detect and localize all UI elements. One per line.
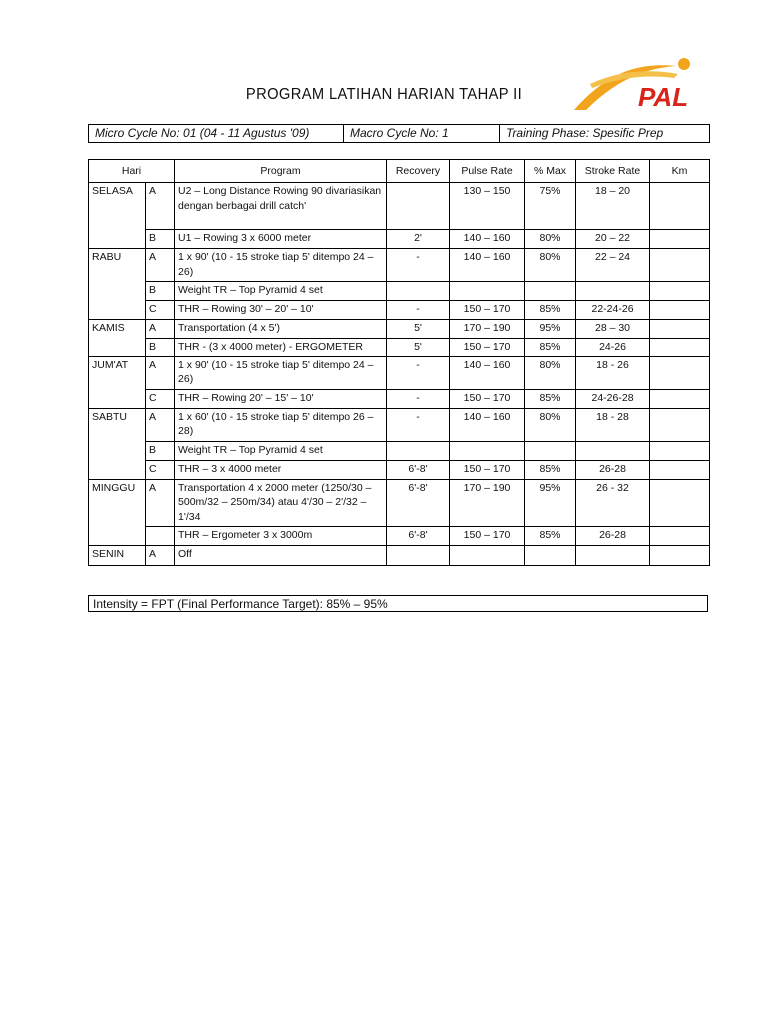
table-row [89, 441, 710, 460]
table-row [89, 301, 710, 320]
pulse-rate-value: 130 – 150 [450, 183, 525, 230]
day-name: SENIN [89, 545, 146, 565]
table-header-row [89, 160, 710, 183]
pulse-rate-value: 140 – 160 [450, 408, 525, 441]
km-value [650, 408, 710, 441]
recovery-value: 5' [387, 320, 450, 339]
session-code: C [146, 460, 175, 479]
session-code: B [146, 441, 175, 460]
pulse-rate-value [450, 545, 525, 565]
program-text: Weight TR – Top Pyramid 4 set [175, 441, 387, 460]
max-percent-value: 80% [525, 356, 576, 389]
pulse-rate-value: 150 – 170 [450, 460, 525, 479]
km-value [650, 356, 710, 389]
stroke-rate-value: 24-26-28 [576, 389, 650, 408]
program-text: 1 x 60' (10 - 15 stroke tiap 5' ditempo 26 – 28) [175, 408, 387, 441]
table-row [89, 389, 710, 408]
recovery-value: 6'-8' [387, 526, 450, 545]
session-code: C [146, 301, 175, 320]
pulse-rate-value [450, 441, 525, 460]
program-text: Off [175, 545, 387, 565]
stroke-rate-value [576, 545, 650, 565]
stroke-rate-value: 22 – 24 [576, 249, 650, 282]
table-row [89, 183, 710, 230]
stroke-rate-value: 20 – 22 [576, 230, 650, 249]
micro-cycle: Micro Cycle No: 01 (04 - 11 Agustus '09) [89, 125, 344, 142]
program-text: THR – 3 x 4000 meter [175, 460, 387, 479]
max-percent-value: 80% [525, 249, 576, 282]
stroke-rate-value: 18 - 28 [576, 408, 650, 441]
session-code: A [146, 320, 175, 339]
pal-logo [566, 54, 716, 116]
program-text: U1 – Rowing 3 x 6000 meter [175, 230, 387, 249]
km-value [650, 389, 710, 408]
session-code: B [146, 282, 175, 301]
table-row [89, 230, 710, 249]
max-percent-value: 85% [525, 301, 576, 320]
session-code [146, 526, 175, 545]
max-percent-value: 85% [525, 460, 576, 479]
session-code: A [146, 545, 175, 565]
pulse-rate-value: 150 – 170 [450, 526, 525, 545]
max-percent-value: 85% [525, 389, 576, 408]
table-row [89, 526, 710, 545]
km-value [650, 301, 710, 320]
cycle-info-bar [88, 124, 710, 143]
recovery-value [387, 282, 450, 301]
pulse-rate-value: 140 – 160 [450, 230, 525, 249]
logo-text: PAL [638, 82, 689, 112]
max-percent-value: 85% [525, 526, 576, 545]
pulse-rate-value: 150 – 170 [450, 389, 525, 408]
table-row [89, 460, 710, 479]
pulse-rate-value: 140 – 160 [450, 356, 525, 389]
day-name: MINGGU [89, 479, 146, 545]
session-code: B [146, 230, 175, 249]
page-title: PROGRAM LATIHAN HARIAN TAHAP II [245, 86, 523, 103]
session-code: B [146, 339, 175, 357]
header-recovery: Recovery [387, 160, 450, 183]
stroke-rate-value: 18 - 26 [576, 356, 650, 389]
program-text: THR – Rowing 30' – 20' – 10' [175, 301, 387, 320]
intensity-note: Intensity = FPT (Final Performance Target): 85% – 95% [88, 595, 708, 612]
max-percent-value: 80% [525, 230, 576, 249]
stroke-rate-value: 24-26 [576, 339, 650, 357]
max-percent-value: 85% [525, 339, 576, 357]
table-row [89, 249, 710, 282]
stroke-rate-value [576, 441, 650, 460]
recovery-value [387, 183, 450, 230]
program-text: 1 x 90' (10 - 15 stroke tiap 5' ditempo 24 – 26) [175, 356, 387, 389]
table-row [89, 545, 710, 565]
km-value [650, 545, 710, 565]
stroke-rate-value: 18 – 20 [576, 183, 650, 230]
header-stroke-rate: Stroke Rate [576, 160, 650, 183]
stroke-rate-value [576, 282, 650, 301]
km-value [650, 526, 710, 545]
max-percent-value: 80% [525, 408, 576, 441]
km-value [650, 479, 710, 526]
pulse-rate-value: 170 – 190 [450, 479, 525, 526]
recovery-value: 6'-8' [387, 479, 450, 526]
km-value [650, 441, 710, 460]
max-percent-value: 95% [525, 320, 576, 339]
pulse-rate-value [450, 282, 525, 301]
header-hari: Hari [89, 160, 175, 183]
max-percent-value [525, 441, 576, 460]
program-text: Transportation (4 x 5') [175, 320, 387, 339]
max-percent-value [525, 545, 576, 565]
day-name: SELASA [89, 183, 146, 249]
table-row [89, 408, 710, 441]
program-text: THR - (3 x 4000 meter) - ERGOMETER [175, 339, 387, 357]
km-value [650, 460, 710, 479]
stroke-rate-value: 26-28 [576, 460, 650, 479]
program-text: 1 x 90' (10 - 15 stroke tiap 5' ditempo 24 – 26) [175, 249, 387, 282]
km-value [650, 230, 710, 249]
pulse-rate-value: 150 – 170 [450, 301, 525, 320]
stroke-rate-value: 22-24-26 [576, 301, 650, 320]
recovery-value: 6'-8' [387, 460, 450, 479]
header-max: % Max [525, 160, 576, 183]
pulse-rate-value: 150 – 170 [450, 339, 525, 357]
day-name: JUM'AT [89, 356, 146, 408]
stroke-rate-value: 26-28 [576, 526, 650, 545]
training-phase: Training Phase: Spesific Prep [506, 126, 664, 140]
header-km: Km [650, 160, 710, 183]
day-name: KAMIS [89, 320, 146, 357]
session-code: C [146, 389, 175, 408]
table-row [89, 339, 710, 357]
recovery-value: 5' [387, 339, 450, 357]
recovery-value [387, 545, 450, 565]
km-value [650, 249, 710, 282]
session-code: A [146, 408, 175, 441]
header-pulse-rate: Pulse Rate [450, 160, 525, 183]
km-value [650, 320, 710, 339]
recovery-value: - [387, 249, 450, 282]
day-name: SABTU [89, 408, 146, 479]
pulse-rate-value: 170 – 190 [450, 320, 525, 339]
table-row [89, 479, 710, 526]
program-text: THR – Ergometer 3 x 3000m [175, 526, 387, 545]
program-text: Weight TR – Top Pyramid 4 set [175, 282, 387, 301]
stroke-rate-value: 28 – 30 [576, 320, 650, 339]
session-code: A [146, 249, 175, 282]
session-code: A [146, 479, 175, 526]
pulse-rate-value: 140 – 160 [450, 249, 525, 282]
program-text: U2 – Long Distance Rowing 90 divariasikan dengan berbagai drill catch' [175, 183, 387, 230]
km-value [650, 339, 710, 357]
training-program-table [88, 159, 710, 566]
recovery-value: - [387, 389, 450, 408]
recovery-value: - [387, 301, 450, 320]
recovery-value [387, 441, 450, 460]
max-percent-value: 75% [525, 183, 576, 230]
program-text: Transportation 4 x 2000 meter (1250/30 – 500m/32 – 250m/34) atau 4'/30 – 2'/32 – 1'/34 [175, 479, 387, 526]
recovery-value: - [387, 356, 450, 389]
session-code: A [146, 183, 175, 230]
km-value [650, 183, 710, 230]
table-row [89, 320, 710, 339]
day-name: RABU [89, 249, 146, 320]
macro-cycle: Macro Cycle No: 1 [344, 125, 500, 142]
max-percent-value [525, 282, 576, 301]
program-text: THR – Rowing 20' – 15' – 10' [175, 389, 387, 408]
recovery-value: 2' [387, 230, 450, 249]
max-percent-value: 95% [525, 479, 576, 526]
table-row [89, 356, 710, 389]
km-value [650, 282, 710, 301]
stroke-rate-value: 26 - 32 [576, 479, 650, 526]
table-row [89, 282, 710, 301]
recovery-value: - [387, 408, 450, 441]
session-code: A [146, 356, 175, 389]
header-program: Program [175, 160, 387, 183]
